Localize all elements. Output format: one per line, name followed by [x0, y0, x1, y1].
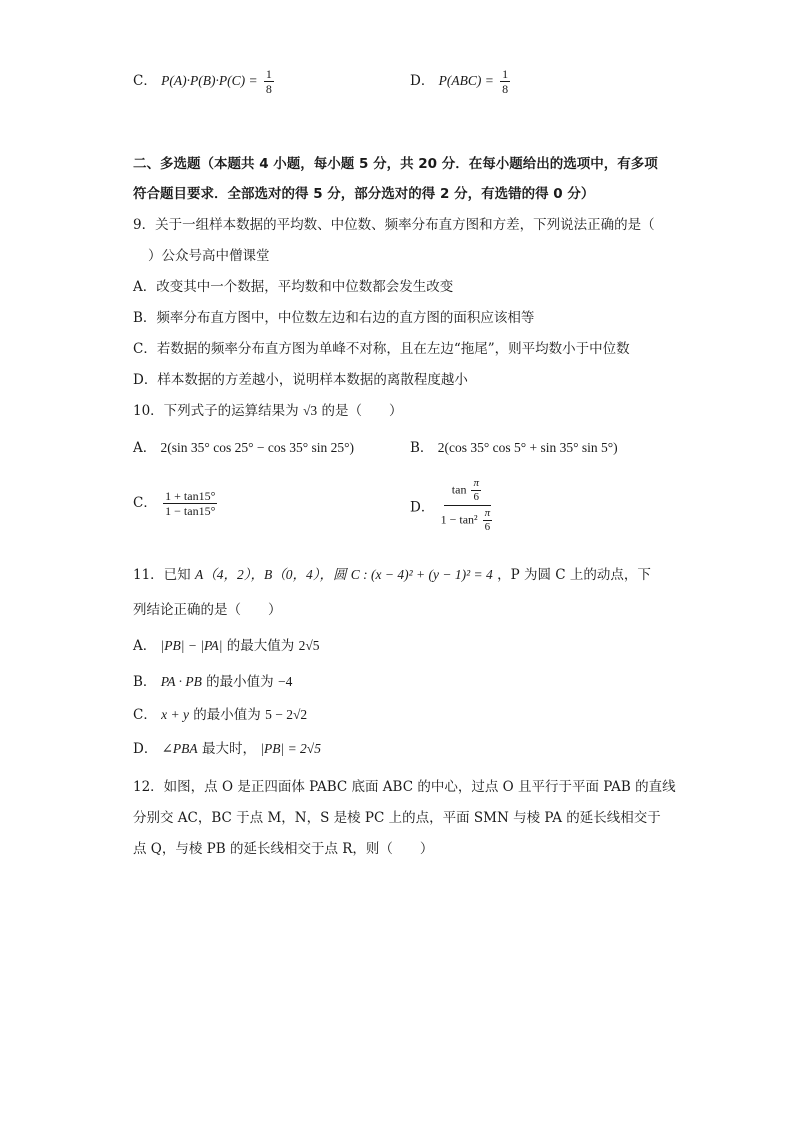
- stem-text: ，P 为圆 C 上的动点，下: [497, 567, 651, 583]
- option-label: C．: [133, 707, 157, 723]
- tan-text: tan: [451, 482, 467, 497]
- option-text: 的最小值为: [206, 674, 274, 690]
- q11-option-c[interactable]: [133, 703, 307, 723]
- section-heading-line2: 符合题目要求．全部选对的得 5 分，部分选对的得 2 分，有选错的得 0 分）: [133, 186, 595, 202]
- option-label: A．: [133, 638, 157, 654]
- fraction-numerator: [444, 478, 491, 506]
- q9-stem-line2: ）公众号高中僧课堂: [148, 248, 270, 264]
- option-label: C．: [133, 73, 157, 89]
- circle-equation: C : (x − 4)² + (y − 1)² = 4: [350, 567, 493, 582]
- six: 6: [473, 491, 479, 503]
- fraction-denominator: 1 − tan15°: [165, 504, 216, 518]
- option-value: 2√5: [298, 638, 320, 653]
- sqrt3: √3: [302, 403, 318, 418]
- q11-option-a[interactable]: [133, 634, 320, 654]
- option-value: |PB| = 2√5: [260, 741, 321, 756]
- fraction: [163, 490, 217, 517]
- six: 6: [484, 521, 491, 533]
- fraction-denominator: [441, 506, 495, 533]
- q12-stem-line2: 分别交 AC，BC 于点 M，N，S 是棱 PC 上的点，平面 SMN 与棱 PA 的延长线相交于: [133, 810, 661, 826]
- q11-stem-line1: [133, 563, 651, 583]
- fraction-numerator: 1 + tan15°: [165, 489, 216, 503]
- tan-squared-text: 1 − tan²: [440, 512, 478, 527]
- section-heading-line1: 二、多选题（本题共 4 小题，每小题 5 分，共 20 分．在每小题给出的选项中，有多项: [133, 156, 658, 172]
- option-label: B．: [410, 440, 434, 456]
- pi-symbol: π: [473, 477, 479, 489]
- fraction-numerator: 1: [502, 67, 509, 81]
- pi-symbol: π: [484, 507, 491, 519]
- q12-stem-line3: 点 Q，与棱 PB 的延长线相交于点 R，则（ ）: [133, 841, 434, 857]
- fraction-denominator: 8: [265, 82, 272, 96]
- stem-text: 的是（ ）: [321, 403, 403, 419]
- q9-stem-line1: 9．关于一组样本数据的平均数、中位数、频率分布直方图和方差，下列说法正确的是（: [133, 217, 655, 233]
- option-label: D．: [410, 73, 435, 89]
- q10-option-b[interactable]: [410, 436, 618, 456]
- q9-option-a[interactable]: A．改变其中一个数据，平均数和中位数都会发生改变: [133, 279, 454, 295]
- option-expression: 2(cos 35° cos 5° + sin 35° sin 5°): [437, 440, 618, 455]
- q11-option-d[interactable]: [133, 737, 321, 757]
- stem-text: 11．已知: [133, 567, 191, 583]
- points-text: A（4，2），B（0，4），圆: [194, 567, 347, 582]
- option-value: 5 − 2√2: [265, 707, 308, 722]
- q10-option-c[interactable]: [133, 490, 219, 517]
- q9-option-d[interactable]: D．样本数据的方差越小，说明样本数据的离散程度越小: [133, 372, 468, 388]
- q11-option-b[interactable]: [133, 670, 292, 690]
- q10-option-a[interactable]: [133, 436, 354, 456]
- option-expression: P(A)·P(B)·P(C) =: [161, 73, 258, 88]
- option-label: C．: [133, 495, 157, 511]
- option-value: −4: [277, 674, 293, 689]
- stem-text: 10．下列式子的运算结果为: [133, 403, 299, 419]
- fraction: [264, 68, 274, 95]
- q8-option-c[interactable]: [133, 68, 276, 95]
- q10-option-d[interactable]: [410, 478, 496, 533]
- vector-expression: PA · PB: [160, 674, 202, 689]
- q10-stem: [133, 399, 402, 419]
- option-label: B．: [133, 674, 157, 690]
- fraction: [441, 478, 495, 533]
- pi-over-six: [483, 508, 493, 533]
- q9-option-b[interactable]: B．频率分布直方图中，中位数左边和右边的直方图的面积应该相等: [133, 310, 535, 326]
- option-expression: ∠PBA: [161, 741, 198, 756]
- fraction: [500, 68, 510, 95]
- pi-over-six: [471, 478, 481, 503]
- option-label: D．: [410, 499, 435, 516]
- option-expression: x + y: [161, 707, 189, 722]
- option-label: A．: [133, 440, 157, 456]
- fraction-denominator: 8: [502, 82, 509, 96]
- option-expression: P(ABC) =: [438, 73, 494, 88]
- q9-option-c[interactable]: C．若数据的频率分布直方图为单峰不对称，且在左边“拖尾”，则平均数小于中位数: [133, 341, 630, 357]
- fraction-numerator: 1: [265, 67, 272, 81]
- option-label: D．: [133, 741, 158, 757]
- option-expression: |PB| − |PA|: [160, 638, 223, 653]
- option-text: 的最大值为: [226, 638, 295, 654]
- q11-stem-line2: 列结论正确的是（ ）: [133, 602, 282, 618]
- option-expression: 2(sin 35° cos 25° − cos 35° sin 25°): [160, 440, 354, 455]
- option-text: 的最小值为: [193, 707, 261, 723]
- option-text: 最大时，: [201, 741, 256, 757]
- q8-option-d[interactable]: [410, 68, 512, 95]
- q12-stem-line1: 12．如图，点 O 是正四面体 PABC 底面 ABC 的中心，过点 O 且平行于平面 PAB 的直线: [133, 779, 676, 795]
